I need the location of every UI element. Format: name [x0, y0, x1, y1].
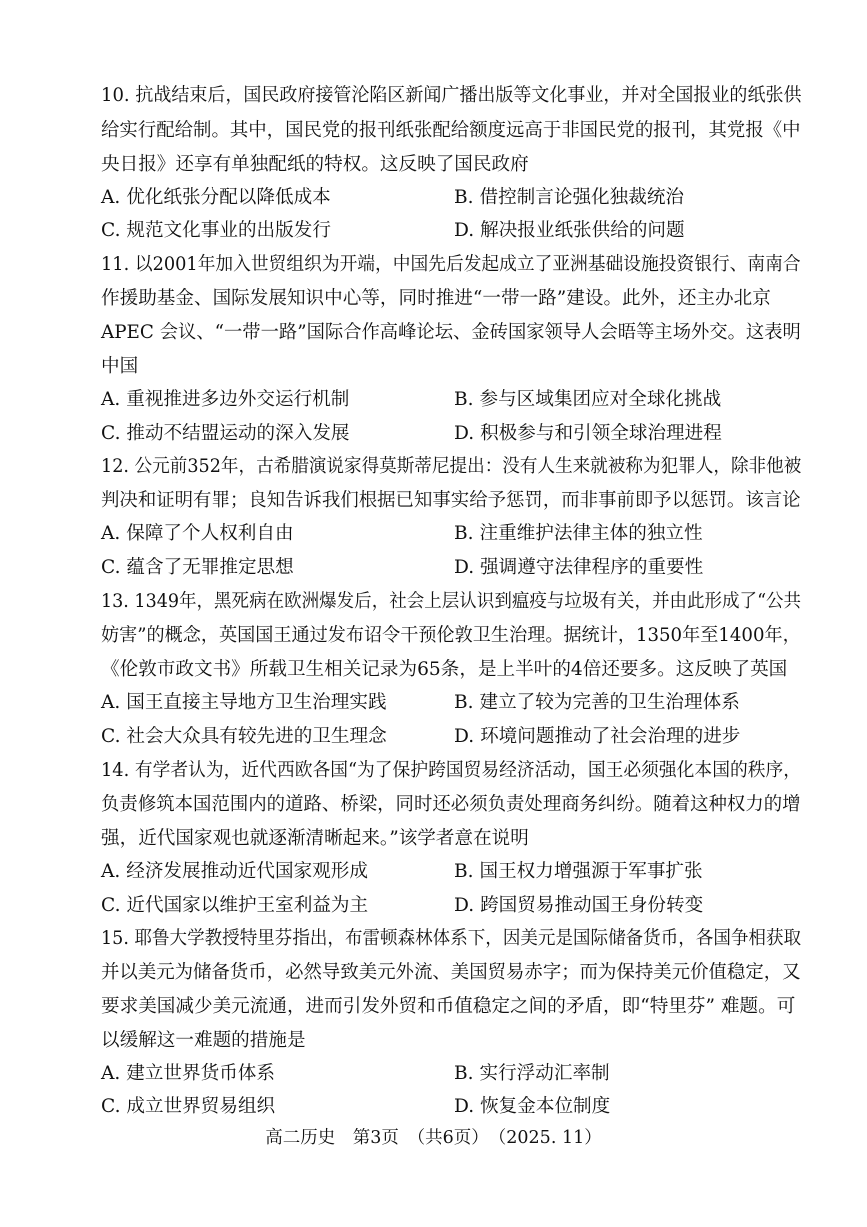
question-10-option-d: D. 解决报业纸张供给的问题	[454, 220, 685, 241]
question-12-option-a: A. 保障了个人权利自由	[101, 523, 294, 544]
question-15-option-c: C. 成立世界贸易组织	[101, 1096, 276, 1117]
question-13-option-b: B. 建立了较为完善的卫生治理体系	[454, 692, 740, 713]
question-13-option-a: A. 国王直接主导地方卫生治理实践	[101, 692, 387, 713]
question-15-line-4: 以缓解这一难题的措施是	[101, 1030, 306, 1051]
question-14-option-c: C. 近代国家以维护王室利益为主	[101, 895, 369, 916]
question-12-option-d: D. 强调遵守法律程序的重要性	[454, 557, 704, 578]
question-13-option-c: C. 社会大众具有较先进的卫生理念	[101, 726, 387, 747]
question-13-line-1: 13. 1349年，黑死病在欧洲爆发后，社会上层认识到瘟疫与垃圾有关，并由此形成了“公共	[101, 591, 802, 612]
question-10-line-2: 给实行配给制。其中，国民党的报刊纸张配给额度远高于非国民党的报刊，其党报《中	[101, 120, 801, 141]
question-12-line-1: 12. 公元前352年，古希腊演说家得莫斯蒂尼提出：没有人生来就被称为犯罪人，除非他被	[101, 456, 802, 477]
question-12-option-b: B. 注重维护法律主体的独立性	[454, 523, 703, 544]
question-15-line-2: 并以美元为储备货币，必然导致美元外流、美国贸易赤字；而为保持美元价值稳定，又	[101, 962, 801, 983]
question-10-option-c: C. 规范文化事业的出版发行	[101, 220, 331, 241]
question-15-option-d: D. 恢复金本位制度	[454, 1096, 611, 1117]
question-10-option-b: B. 借控制言论强化独裁统治	[454, 187, 685, 208]
question-15-line-1: 15. 耶鲁大学教授特里芬指出，布雷顿森林体系下，因美元是国际储备货币，各国争相获取	[101, 928, 802, 949]
question-15-option-b: B. 实行浮动汇率制	[454, 1063, 610, 1084]
question-13-option-d: D. 环境问题推动了社会治理的进步	[454, 726, 741, 747]
question-13-line-2: 妨害”的概念，英国国王通过发布诏令干预伦敦卫生治理。据统计，1350年至1400年，	[101, 625, 801, 646]
question-11-option-b: B. 参与区域集团应对全球化挑战	[454, 389, 722, 410]
question-12-line-2: 判决和证明有罪；良知告诉我们根据已知事实给予惩罚，而非事前即予以惩罚。该言论	[101, 490, 801, 511]
question-11-line-3: APEC 会议、“一带一路”国际合作高峰论坛、金砖国家领导人会晤等主场外交。这表明	[101, 322, 801, 343]
question-15-option-a: A. 建立世界货币体系	[101, 1063, 275, 1084]
question-10-line-3: 央日报》还享有单独配纸的特权。这反映了国民政府	[101, 154, 529, 175]
question-11-option-d: D. 积极参与和引领全球治理进程	[454, 423, 722, 444]
question-14-option-a: A. 经济发展推动近代国家观形成	[101, 861, 368, 882]
question-14-line-3: 强，近代国家观也就逐渐清晰起来。”该学者意在说明	[101, 828, 529, 849]
question-15-line-3: 要求美国减少美元流通，进而引发外贸和币值稳定之间的矛盾，即“特里芬” 难题。可	[101, 996, 796, 1017]
question-14-line-1: 14. 有学者认为，近代西欧各国“为了保护跨国贸易经济活动，国王必须强化本国的秩序，	[101, 760, 801, 781]
question-12-option-c: C. 蕴含了无罪推定思想	[101, 557, 294, 578]
question-14-option-d: D. 跨国贸易推动国王身份转变	[454, 895, 704, 916]
question-11-line-1: 11. 以2001年加入世贸组织为开端，中国先后发起成立了亚洲基础设施投资银行、南南合	[101, 254, 801, 275]
question-10-line-1: 10. 抗战结束后，国民政府接管沦陷区新闻广播出版等文化事业，并对全国报业的纸张供	[101, 85, 802, 106]
question-11-option-a: A. 重视推进多边外交运行机制	[101, 389, 350, 410]
question-14-option-b: B. 国王权力增强源于军事扩张	[454, 861, 703, 882]
question-10-option-a: A. 优化纸张分配以降低成本	[101, 187, 331, 208]
page-footer: 高二历史 第3页 （共6页） （2025. 11）	[265, 1128, 602, 1148]
question-11-line-4: 中国	[101, 356, 139, 377]
question-11-line-2: 作援助基金、国际发展知识中心等，同时推进“一带一路”建设。此外，还主办北京	[101, 288, 771, 309]
question-14-line-2: 负责修筑本国范围内的道路、桥梁，同时还必须负责处理商务纠纷。随着这种权力的增	[101, 794, 801, 815]
question-13-line-3: 《伦敦市政文书》所载卫生相关记录为65条，是上半叶的4倍还要多。这反映了英国	[101, 659, 788, 680]
question-11-option-c: C. 推动不结盟运动的深入发展	[101, 423, 350, 444]
